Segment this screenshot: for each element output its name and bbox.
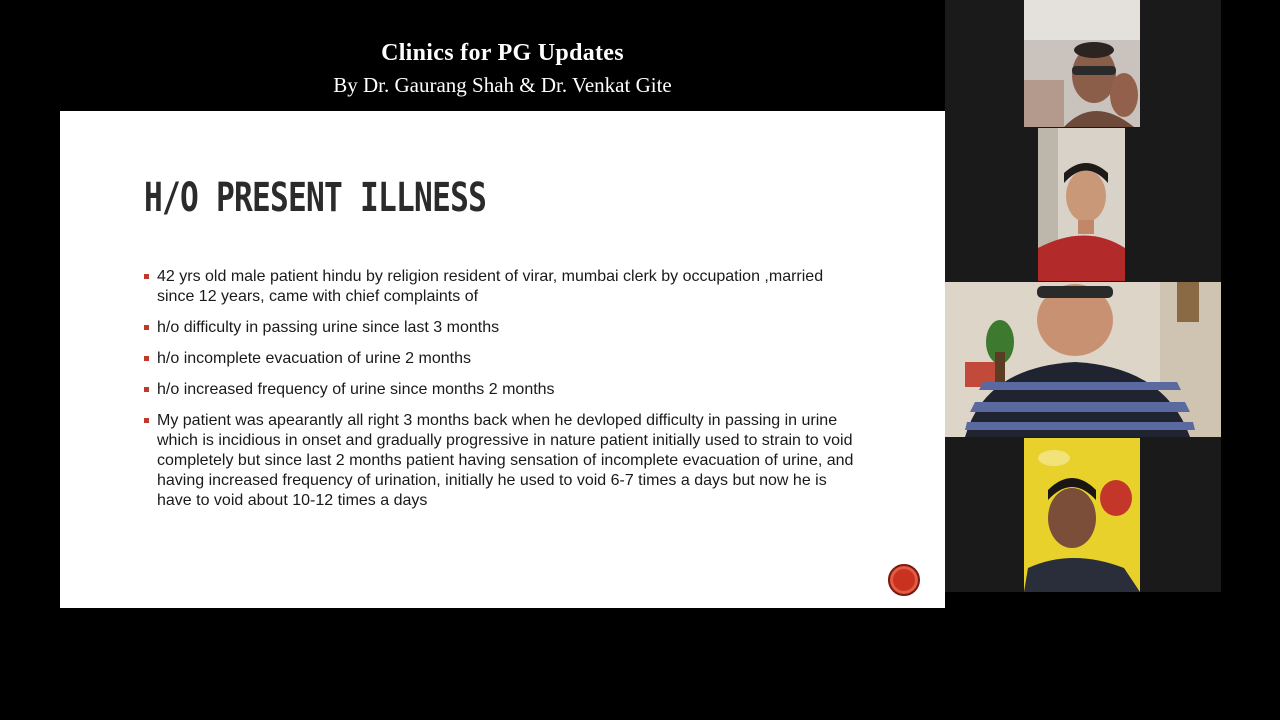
slide-bullet: [144, 380, 864, 400]
bullet-marker: [144, 418, 149, 423]
participant-avatar: [1024, 438, 1140, 592]
participant-video-tile-2[interactable]: [1038, 128, 1125, 281]
participant-avatar: [1038, 128, 1125, 281]
bullet-marker: [144, 356, 149, 361]
slide-bullet-text: My patient was apearantly all right 3 months back when he devloped difficulty in passing in urine which is incidious in onset and gradually progressive in nature patient initially used to strain to void completely but since last 2 months patient having sensation of incomplete evacuation of urine, and having increased frequency of urination, initially he used to void 6-7 times a days but now he is have to void about 10-12 times a days: [157, 412, 854, 509]
slide-bullet-text: h/o difficulty in passing urine since last 3 months: [157, 319, 500, 336]
participant-video-tile-4[interactable]: [1024, 438, 1140, 592]
slide-bullet-list: [144, 267, 864, 522]
participant-video-tile-3[interactable]: [945, 282, 1221, 437]
presentation-title: Clinics for PG Updates: [381, 40, 624, 66]
slide-bullet-text: 42 yrs old male patient hindu by religion resident of virar, mumbai clerk by occupation ,married since 12 years, came with chief complaints of: [157, 268, 824, 305]
slide-heading: H/O PRESENT ILLNESS: [144, 175, 487, 221]
slide-bullet-text: h/o increased frequency of urine since months 2 months: [157, 381, 555, 398]
slide-bullet: [144, 349, 864, 369]
slide-bullet: [144, 318, 864, 338]
shared-slide: [60, 111, 945, 608]
participant-video-panel: [945, 0, 1221, 592]
presentation-header: [60, 40, 945, 98]
bullet-marker: [144, 325, 149, 330]
participant-avatar: [945, 282, 1221, 437]
record-indicator-button[interactable]: [888, 564, 920, 596]
participant-video-tile-1[interactable]: [1024, 0, 1140, 127]
bullet-marker: [144, 387, 149, 392]
bullet-marker: [144, 274, 149, 279]
participant-avatar: [1024, 0, 1140, 127]
slide-bullet: [144, 267, 864, 307]
slide-bullet: [144, 411, 864, 511]
slide-bullet-text: h/o incomplete evacuation of urine 2 months: [157, 350, 471, 367]
presentation-subtitle: By Dr. Gaurang Shah & Dr. Venkat Gite: [333, 73, 672, 97]
